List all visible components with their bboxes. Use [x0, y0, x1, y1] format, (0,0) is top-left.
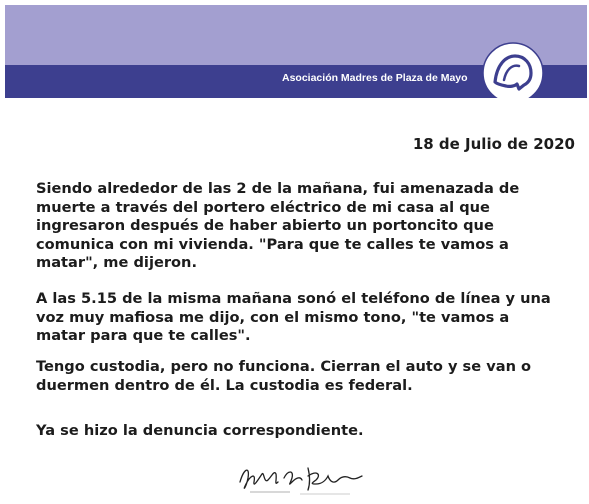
handwritten-signature: [230, 458, 380, 504]
letterhead: [5, 5, 587, 98]
letter-paragraph-4: Ya se hizo la denuncia correspondiente.: [36, 422, 364, 439]
letter-paragraph-3: Tengo custodia, pero no funciona. Cierran el auto y se van o duermen dentro de él. La custodia es federal.: [36, 358, 532, 394]
organization-name: Asociación Madres de Plaza de Mayo: [282, 72, 468, 84]
letter-date: 18 de Julio de 2020: [412, 135, 575, 153]
letter-paragraph-1: Siendo alrededor de las 2 de la mañana, fui amenazada de muerte a través del portero eléctrico de mi casa al que ingresaron después de haber abierto un portoncito que comunica con mi vivienda. "Para que te calles te vamos a matar", me dijeron.: [36, 180, 520, 271]
letter-paragraph-2: A las 5.15 de la misma mañana sonó el teléfono de línea y una voz muy mafiosa me dijo, con el mismo tono, "te vamos a matar para que te calles".: [36, 290, 551, 344]
headscarf-logo-icon: [482, 42, 544, 98]
